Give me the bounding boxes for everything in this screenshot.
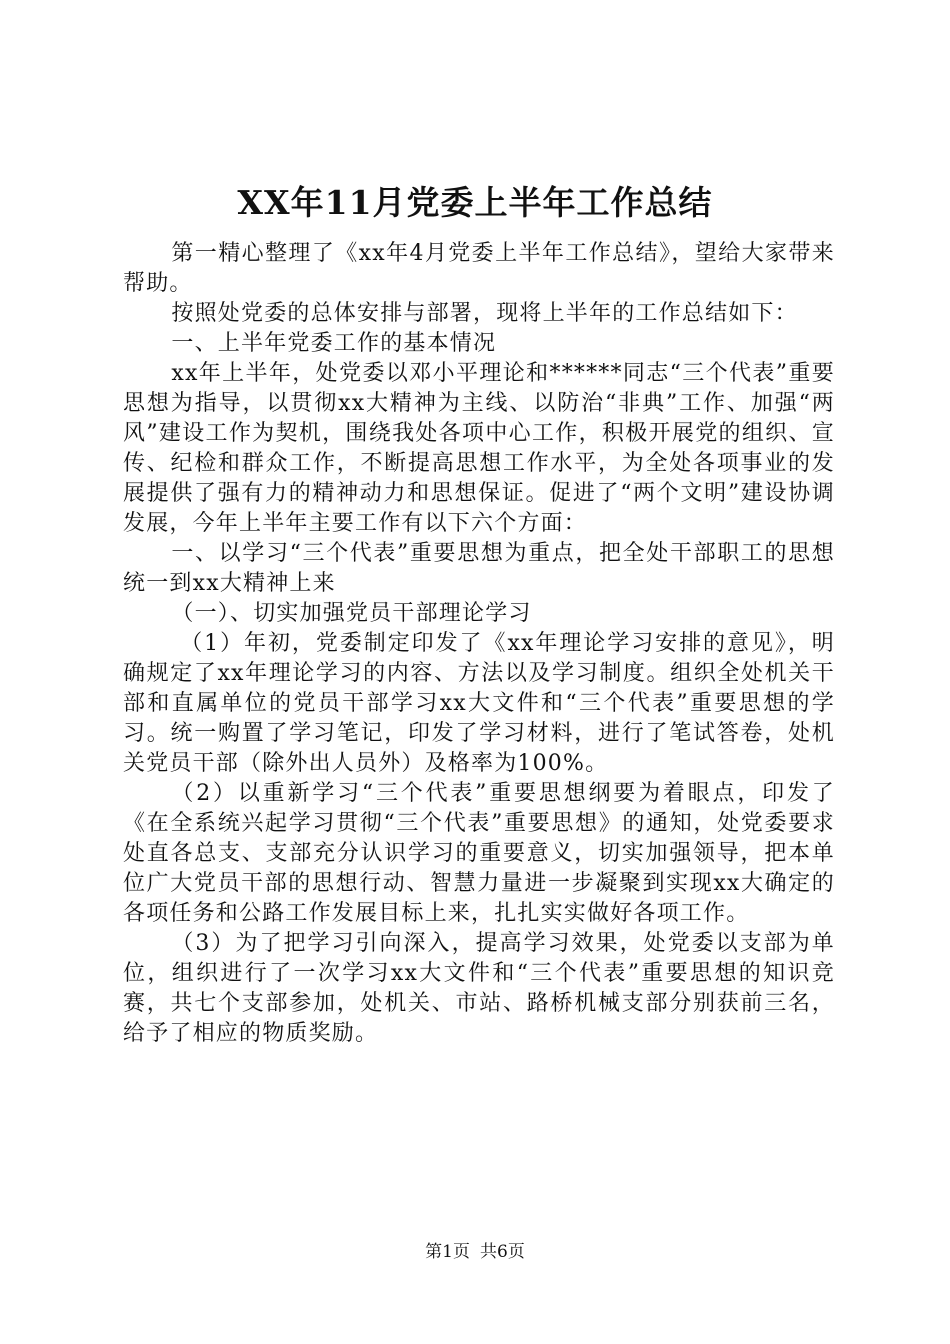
page-total: 共6页 <box>480 1242 525 1262</box>
page-number: 第1页 <box>425 1242 470 1262</box>
page-footer <box>0 1241 950 1263</box>
section-heading-basic-situation: 一、上半年党委工作的基本情况 <box>171 331 497 356</box>
paragraph-item-1: （1）年初，党委制定印发了《xx年理论学习安排的意见》，明确规定了xx年理论学习的内容、方法以及学习制度。组织全处机关干部和直属单位的党员干部学习xx大文件和“三个代表”重要思想的学习。统一购置了学习笔记，印发了学习材料，进行了笔试答卷，处机关党员干部（除外出人员外）及格率为100%。 <box>123 631 835 776</box>
section-heading-study: 一、以学习“三个代表”重要思想为重点，把全处干部职工的思想统一到xx大精神上来 <box>123 541 835 596</box>
document-body <box>123 239 835 1049</box>
subsection-heading-theory: （一）、切实加强党员干部理论学习 <box>171 601 532 626</box>
paragraph-preface: 按照处党委的总体安排与部署，现将上半年的工作总结如下： <box>171 301 798 326</box>
paragraph-item-2: （2）以重新学习“三个代表”重要思想纲要为着眼点，印发了《在全系统兴起学习贯彻“三个代表”重要思想》的通知，处党委要求处直各总支、支部充分认识学习的重要意义，切实加强领导，把本单位广大党员干部的思想行动、智慧力量进一步凝聚到实现xx大确定的各项任务和公路工作发展目标上来，扎扎实实做好各项工作。 <box>123 781 835 926</box>
paragraph-intro: 第一精心整理了《xx年4月党委上半年工作总结》，望给大家带来帮助。 <box>123 241 835 296</box>
document-title: XX年11月党委上半年工作总结 <box>237 183 713 222</box>
paragraph-overview: xx年上半年，处党委以邓小平理论和******同志“三个代表”重要思想为指导，以贯彻xx大精神为主线、以防治“非典”工作、加强“两风”建设工作为契机，围绕我处各项中心工作，积极开展党的组织、宣传、纪检和群众工作，不断提高思想工作水平，为全处各项事业的发展提供了强有力的精神动力和思想保证。促进了“两个文明”建设协调发展，今年上半年主要工作有以下六个方面： <box>123 361 835 536</box>
paragraph-item-3: （3）为了把学习引向深入，提高学习效果，处党委以支部为单位，组织进行了一次学习xx大文件和“三个代表”重要思想的知识竞赛，共七个支部参加，处机关、市站、路桥机械支部分别获前三名，给予了相应的物质奖励。 <box>123 931 835 1046</box>
